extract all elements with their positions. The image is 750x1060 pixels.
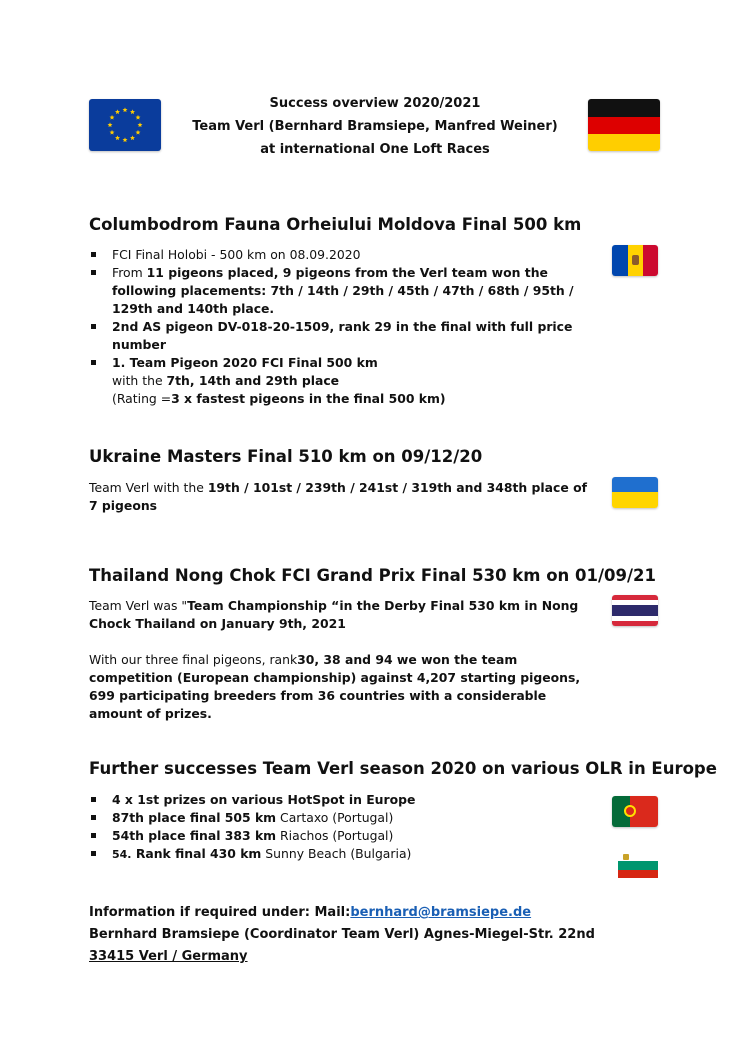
list-item: 54th place final 383 km Riachos (Portugal) bbox=[89, 827, 589, 845]
section-thailand-body bbox=[89, 597, 589, 723]
portugal-flag-icon bbox=[612, 796, 658, 827]
document-header bbox=[150, 92, 600, 161]
list-item: 87th place final 505 km Cartaxo (Portugal) bbox=[89, 809, 589, 827]
paragraph: With our three final pigeons, rank30, 38 and 94 we won the team competition (European championship) against 4,207 starting pigeons, 699 participating breeders from 36 countries with a considerable amount of prizes. bbox=[89, 652, 581, 721]
paragraph: Team Verl was "Team Championship “in the Derby Final 530 km in Nong Chock Thailand on January 9th, 2021 bbox=[89, 598, 579, 631]
eu-star-icon bbox=[136, 115, 141, 120]
eu-star-icon bbox=[115, 109, 120, 114]
address-line: 33415 Verl / Germany bbox=[89, 949, 248, 964]
list-item: 2nd AS pigeon DV-018-20-1509, rank 29 in the final with full price number bbox=[89, 318, 589, 354]
section-ukraine-body: Team Verl with the 19th / 101st / 239th / 241st / 319th and 348th place of 7 pigeons bbox=[89, 480, 587, 513]
thailand-flag-icon bbox=[612, 595, 658, 626]
eu-star-icon bbox=[136, 130, 141, 135]
eu-star-icon bbox=[123, 137, 128, 142]
header-line-2: Team Verl (Bernhard Bramsiepe, Manfred Weiner) bbox=[192, 119, 558, 134]
section-moldova-body bbox=[89, 246, 589, 408]
header-line-3: at international One Loft Races bbox=[260, 142, 490, 157]
section-title-thailand: Thailand Nong Chok FCI Grand Prix Final 530 km on 01/09/21 bbox=[89, 566, 656, 585]
eu-star-icon bbox=[110, 115, 115, 120]
header-line-1: Success overview 2020/2021 bbox=[269, 96, 481, 111]
eu-star-icon bbox=[108, 122, 113, 127]
eu-star-icon bbox=[138, 122, 143, 127]
eu-star-icon bbox=[115, 135, 120, 140]
ukraine-flag-icon bbox=[612, 477, 658, 508]
moldova-flag-icon bbox=[612, 245, 658, 276]
section-title-moldova: Columbodrom Fauna Orheiului Moldova Final 500 km bbox=[89, 215, 582, 234]
section-further-body bbox=[89, 791, 589, 864]
eu-star-icon bbox=[130, 135, 135, 140]
contact-info: Information if required under: Mail:bernhard@bramsiepe.de Bernhard Bramsiepe (Coordinator Team Verl) Agnes-Miegel-Str. 22nd 33415 Verl / Germany bbox=[89, 902, 649, 968]
coordinator-line: Bernhard Bramsiepe (Coordinator Team Verl) Agnes-Miegel-Str. 22nd bbox=[89, 927, 595, 942]
eu-star-icon bbox=[130, 109, 135, 114]
list-item: 4 x 1st prizes on various HotSpot in Europe bbox=[89, 791, 589, 809]
eu-star-icon bbox=[110, 130, 115, 135]
email-link[interactable]: bernhard@bramsiepe.de bbox=[350, 905, 532, 920]
bulgaria-flag-icon bbox=[618, 853, 658, 878]
list-item: 1. Team Pigeon 2020 FCI Final 500 km with the 7th, 14th and 29th place (Rating =3 x fastest pigeons in the final 500 km) bbox=[89, 354, 589, 408]
list-item: 54. Rank final 430 km Sunny Beach (Bulgaria) bbox=[89, 845, 589, 864]
list-item: FCI Final Holobi - 500 km on 08.09.2020 bbox=[89, 246, 589, 264]
section-title-ukraine: Ukraine Masters Final 510 km on 09/12/20 bbox=[89, 447, 483, 466]
list-item: From 11 pigeons placed, 9 pigeons from the Verl team won the following placements: 7th / 14th / 29th / 45th / 47th / 68th / 95th / 129th and 140th place. bbox=[89, 264, 589, 318]
section-title-further-successes: Further successes Team Verl season 2020 on various OLR in Europe bbox=[89, 759, 717, 778]
eu-star-icon bbox=[123, 107, 128, 112]
